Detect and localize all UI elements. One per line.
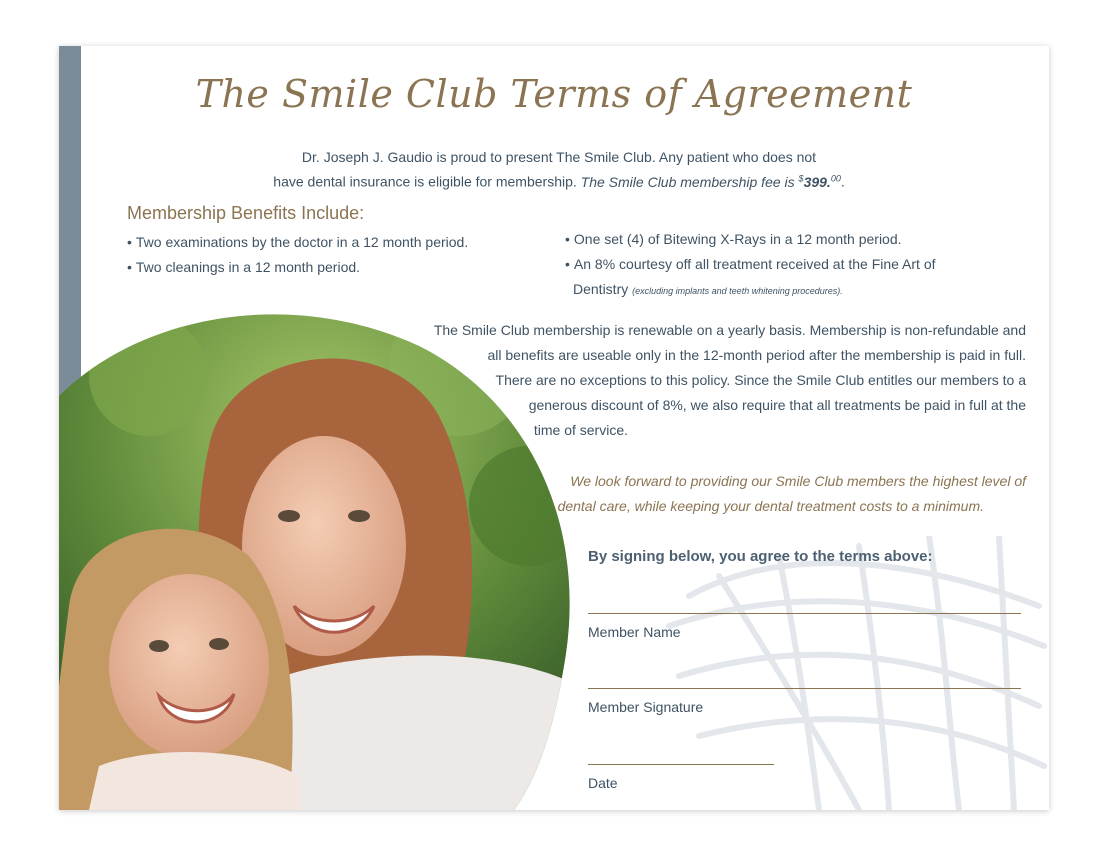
membership-fee xyxy=(581,174,841,190)
agreement-page xyxy=(59,46,1049,810)
benefit-item xyxy=(565,227,985,252)
intro-end: . xyxy=(840,173,845,190)
benefits-heading: Membership Benefits Include: xyxy=(127,203,365,223)
benefit-item-continuation xyxy=(565,277,985,304)
watermark-logo xyxy=(659,536,1049,810)
benefits-list-right xyxy=(565,227,985,304)
benefit-item xyxy=(127,230,547,255)
bullet: • xyxy=(127,234,132,250)
terms-paragraph xyxy=(406,318,1026,443)
member-name-line[interactable] xyxy=(588,613,1021,614)
page-title: The Smile Club Terms of Agreement xyxy=(195,72,913,116)
benefit-text: One set (4) of Bitewing X-Rays in a 12 month period. xyxy=(573,231,902,247)
fee-amount: 399. xyxy=(803,173,831,190)
intro-paragraph xyxy=(229,147,889,193)
terms-line: The Smile Club membership is renewable on a yearly basis. Membership is non-refundable and xyxy=(433,322,1026,338)
intro-line-1: Dr. Joseph J. Gaudio is proud to present The Smile Club. Any patient who does not xyxy=(301,149,817,165)
benefit-item xyxy=(127,255,547,280)
terms-line: all benefits are useable only in the 12-month period after the membership is paid in full. xyxy=(487,347,1026,363)
benefit-item xyxy=(565,252,985,277)
terms-line: generous discount of 8%, we also require that all treatments be paid in full at the xyxy=(528,397,1026,413)
benefit-exclusion-note: (excluding implants and teeth whitening procedures). xyxy=(632,286,843,296)
terms-line: time of service. xyxy=(533,422,628,438)
closing-line: dental care, while keeping your dental treatment costs to a minimum. xyxy=(557,498,984,514)
closing-paragraph xyxy=(526,469,1026,519)
benefit-text: Dentistry xyxy=(573,281,629,297)
benefit-text: An 8% courtesy off all treatment received at the Fine Art of xyxy=(573,256,936,272)
bullet: • xyxy=(565,256,570,272)
member-signature-line[interactable] xyxy=(588,688,1021,689)
bullet: • xyxy=(127,259,132,275)
closing-line: We look forward to providing our Smile Club members the highest level of xyxy=(570,473,1026,489)
fee-text: The Smile Club membership fee is xyxy=(580,173,795,190)
intro-line-2: have dental insurance is eligible for membership. xyxy=(273,173,577,190)
terms-line: There are no exceptions to this policy. Since the Smile Club entitles our members to a xyxy=(495,372,1026,388)
benefit-text: Two cleanings in a 12 month period. xyxy=(135,259,361,275)
fee-currency: $ xyxy=(798,173,804,183)
date-line[interactable] xyxy=(588,764,774,765)
member-name-label: Member Name xyxy=(588,624,681,640)
fee-cents: 00 xyxy=(830,173,841,183)
date-label: Date xyxy=(588,775,618,791)
signature-heading: By signing below, you agree to the terms above: xyxy=(588,548,933,565)
benefit-text: Two examinations by the doctor in a 12 month period. xyxy=(135,234,469,250)
member-signature-label: Member Signature xyxy=(588,699,704,715)
bullet: • xyxy=(565,231,570,247)
benefits-list-left xyxy=(127,230,547,280)
